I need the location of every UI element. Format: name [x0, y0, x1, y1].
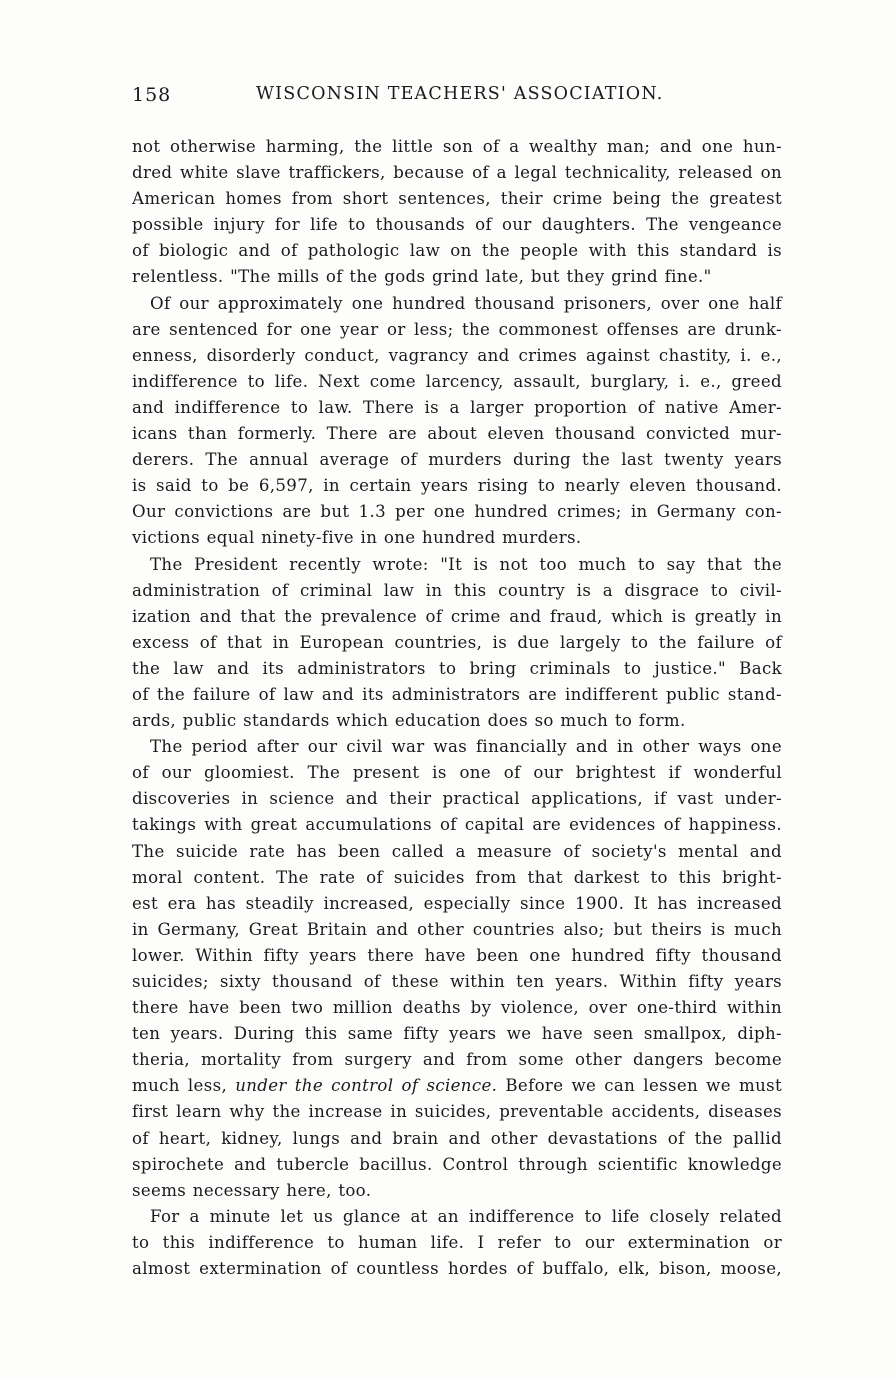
text-line: discoveries in science and their practical applications, if vast under-: [132, 789, 782, 809]
text-line: Our convictions are but 1.3 per one hundred crimes; in Germany con-: [132, 502, 782, 522]
running-head: WISCONSIN TEACHERS' ASSOCIATION.: [256, 84, 664, 104]
text-line: there have been two million deaths by violence, over one-third within: [132, 998, 782, 1018]
paragraph-3: [132, 552, 782, 735]
text-line: suicides; sixty thousand of these within ten years. Within fifty years: [132, 972, 782, 991]
text-line: American homes from short sentences, their crime being the greatest: [132, 189, 782, 209]
text-line: of biologic and of pathologic law on the people with this standard is: [132, 241, 782, 261]
text-line: ards, public standards which education does so much to form.: [132, 711, 686, 731]
text-line: first learn why the increase in suicides, preventable accidents, diseases: [132, 1102, 782, 1122]
text-line: and indifference to law. There is a larger proportion of native Amer-: [132, 397, 782, 417]
text-line: est era has steadily increased, especially since 1900. It has increased: [132, 893, 782, 913]
italic-phrase: under the control of science.: [235, 1076, 498, 1096]
text-line: takings with great accumulations of capital are evidences of happiness.: [132, 815, 782, 835]
text-line: of heart, kidney, lungs and brain and other devastations of the pallid: [132, 1128, 782, 1148]
text-line: in Germany, Great Britain and other countries also; but theirs is much: [132, 919, 782, 939]
text-line: The period after our civil war was financially and in other ways one: [150, 737, 782, 757]
text-line: of our gloomiest. The present is one of our brightest if wonderful: [132, 763, 782, 783]
body-text: [132, 134, 782, 1282]
text-line: the law and its administrators to bring criminals to justice." Back: [132, 658, 782, 678]
text-line: of the failure of law and its administrators are indifferent public stand-: [132, 684, 782, 704]
text-line: are sentenced for one year or less; the commonest offenses are drunk-: [132, 319, 782, 339]
text-line: to this indifference to human life. I refer to our extermination or: [132, 1232, 782, 1252]
text-line: spirochete and tubercle bacillus. Control through scientific knowledge: [132, 1154, 782, 1174]
text-line: lower. Within fifty years there have been one hundred fifty thousand: [132, 945, 782, 965]
text-line: not otherwise harming, the little son of a wealthy man; and one hun-: [132, 137, 782, 156]
text-line: For a minute let us glance at an indifference to life closely related: [150, 1206, 782, 1226]
text-line: seems necessary here, too.: [132, 1180, 372, 1200]
paragraph-4: [132, 734, 782, 1204]
text-line: victions equal ninety-five in one hundred murders.: [132, 528, 582, 548]
text-line: enness, disorderly conduct, vagrancy and crimes against chastity, i. e.,: [132, 345, 782, 365]
text-line: dred white slave traffickers, because of a legal technicality, released on: [132, 163, 782, 183]
text-fragment: much less,: [132, 1076, 236, 1096]
text-line: administration of criminal law in this country is a disgrace to civil-: [132, 580, 782, 600]
text-line: The suicide rate has been called a measure of society's mental and: [132, 841, 782, 861]
text-line: Of our approximately one hundred thousand prisoners, over one half: [150, 293, 782, 313]
text-line: theria, mortality from surgery and from some other dangers become: [132, 1050, 782, 1070]
text-line: possible injury for life to thousands of our daughters. The vengeance: [132, 215, 782, 235]
text-line: ten years. During this same fifty years we have seen smallpox, diph-: [132, 1024, 782, 1044]
text-line: excess of that in European countries, is due largely to the failure of: [132, 632, 782, 652]
text-line-with-italic: [132, 1073, 782, 1099]
text-line: derers. The annual average of murders during the last twenty years: [132, 450, 782, 470]
text-line: is said to be 6,597, in certain years rising to nearly eleven thousand.: [132, 476, 782, 496]
text-line: icans than formerly. There are about eleven thousand convicted mur-: [132, 424, 782, 444]
page-number: 158: [132, 84, 172, 106]
text-fragment: Before we can lessen we must: [497, 1076, 782, 1096]
paragraph-1: [132, 134, 782, 291]
text-line: ization and that the prevalence of crime and fraud, which is greatly in: [132, 606, 782, 626]
page-header: [132, 84, 784, 114]
text-line: relentless. "The mills of the gods grind late, but they grind fine.": [132, 267, 712, 287]
text-line: indifference to life. Next come larcency, assault, burglary, i. e., greed: [132, 371, 782, 391]
text-line: moral content. The rate of suicides from that darkest to this bright-: [132, 867, 782, 887]
paragraph-2: [132, 291, 782, 552]
paragraph-5: [132, 1204, 782, 1282]
text-line: The President recently wrote: "It is not too much to say that the: [150, 554, 782, 574]
text-line: almost extermination of countless hordes of buffalo, elk, bison, moose,: [132, 1259, 782, 1279]
